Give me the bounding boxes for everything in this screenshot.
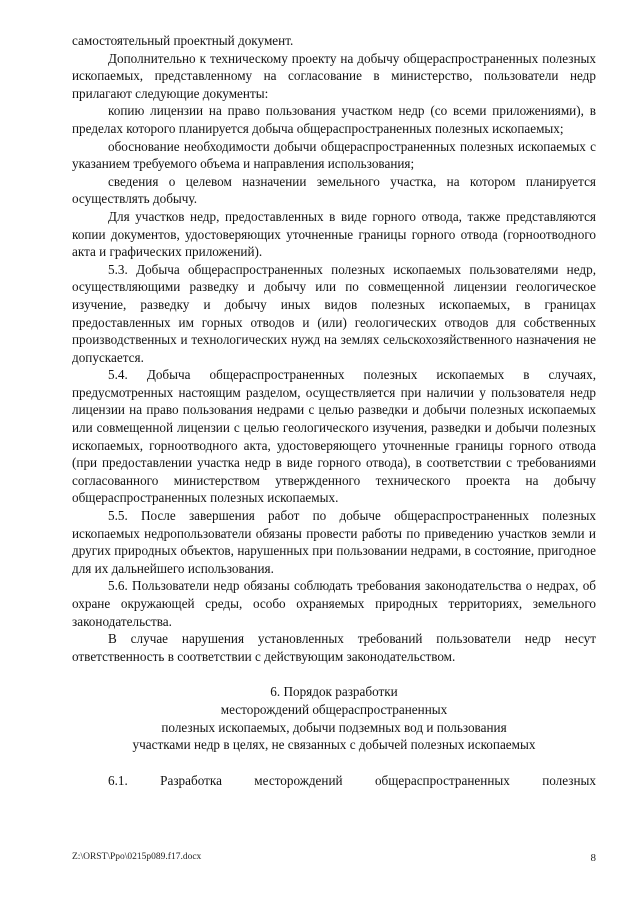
heading-line-3: участками недр в целях, не связанных с добычей полезных ископаемых [132,737,536,753]
document-page [72,32,596,789]
paragraph-9: 5.6. Пользователи недр обязаны соблюдать требования законодательства о недрах, об охране окружающей среды, особо охраняемых природных территориях, земельного законодательства. [72,578,596,629]
paragraph-10: В случае нарушения установленных требований пользователи недр несут ответственность в соответствии с действующим законодательством. [72,631,596,664]
paragraph-3: обоснование необходимости добычи общераспространенных полезных ископаемых с указанием требуемого объема и направления использования; [72,138,596,172]
paragraph-1: Дополнительно к техническому проекту на добычу общераспространенных полезных ископаемых, представленному на согласование в министерство, пользователи недр прилагают следующие документы: [72,50,596,101]
footer-file-path: Z:\ORST\Ppo\0215p089.f17.docx [72,852,202,862]
paragraph-7: 5.4. Добыча общераспространенных полезных ископаемых в случаях, предусмотренных настоящим разделом, осуществляется при наличии у пользователя недр лицензии на право пользования недрами с целью разведки и добычи полезных ископаемых или совмещенной лицензии с целью геологического изучения, разведки и добычи полезных ископаемых, горноотводного акта, удостоверяющего уточненные границы горного отвода (при предоставлении участка недр в виде горного отвода), в соответствии с требованиями согласованного министерством утвержденного технического проекта на добычу общераспространенных полезных ископаемых. [72,367,596,506]
paragraph-2: копию лицензии на право пользования участком недр (со всеми приложениями), в пределах которого планируется добыча общераспространенных полезных ископаемых; [72,103,596,136]
paragraph-4: сведения о целевом назначении земельного участка, на котором планируется осуществлять добычу. [72,173,596,207]
heading-line-1: месторождений общераспространенных [220,701,448,717]
heading-line-0: 6. Порядок разработки [270,684,398,700]
heading-line-2: полезных ископаемых, добычи подземных вод и пользования [161,719,507,735]
paragraph-6-1: 6.1. Разработка месторождений общераспространенных полезных [108,772,596,788]
paragraph-8: 5.5. После завершения работ по добыче общераспространенных полезных ископаемых недропользователи обязаны провести работы по приведению участков земли и других природных объектов, нарушенных при пользовании недрами, в состояние, пригодное для их дальнейшего использования. [72,508,596,576]
page-number: 8 [590,852,596,864]
paragraph-6: 5.3. Добыча общераспространенных полезных ископаемых пользователями недр, осуществляющими разведку и добычу или по совмещенной лицензии геологическое изучение, разведку и добычу иных видов полезных ископаемых, в границах предоставленных им горных отводов и (или) геологических отводов для собственных производственных и технологических нужд на землях сельскохозяйственного назначения не допускается. [72,261,596,365]
paragraph-0: самостоятельный проектный документ. [72,33,294,48]
page-footer [72,852,596,864]
section-heading [72,683,596,753]
paragraph-5: Для участков недр, предоставленных в виде горного отвода, также представляются копии документов, удостоверяющих уточненные границы горного отвода (горноотводного акта и графических приложений). [72,208,596,260]
